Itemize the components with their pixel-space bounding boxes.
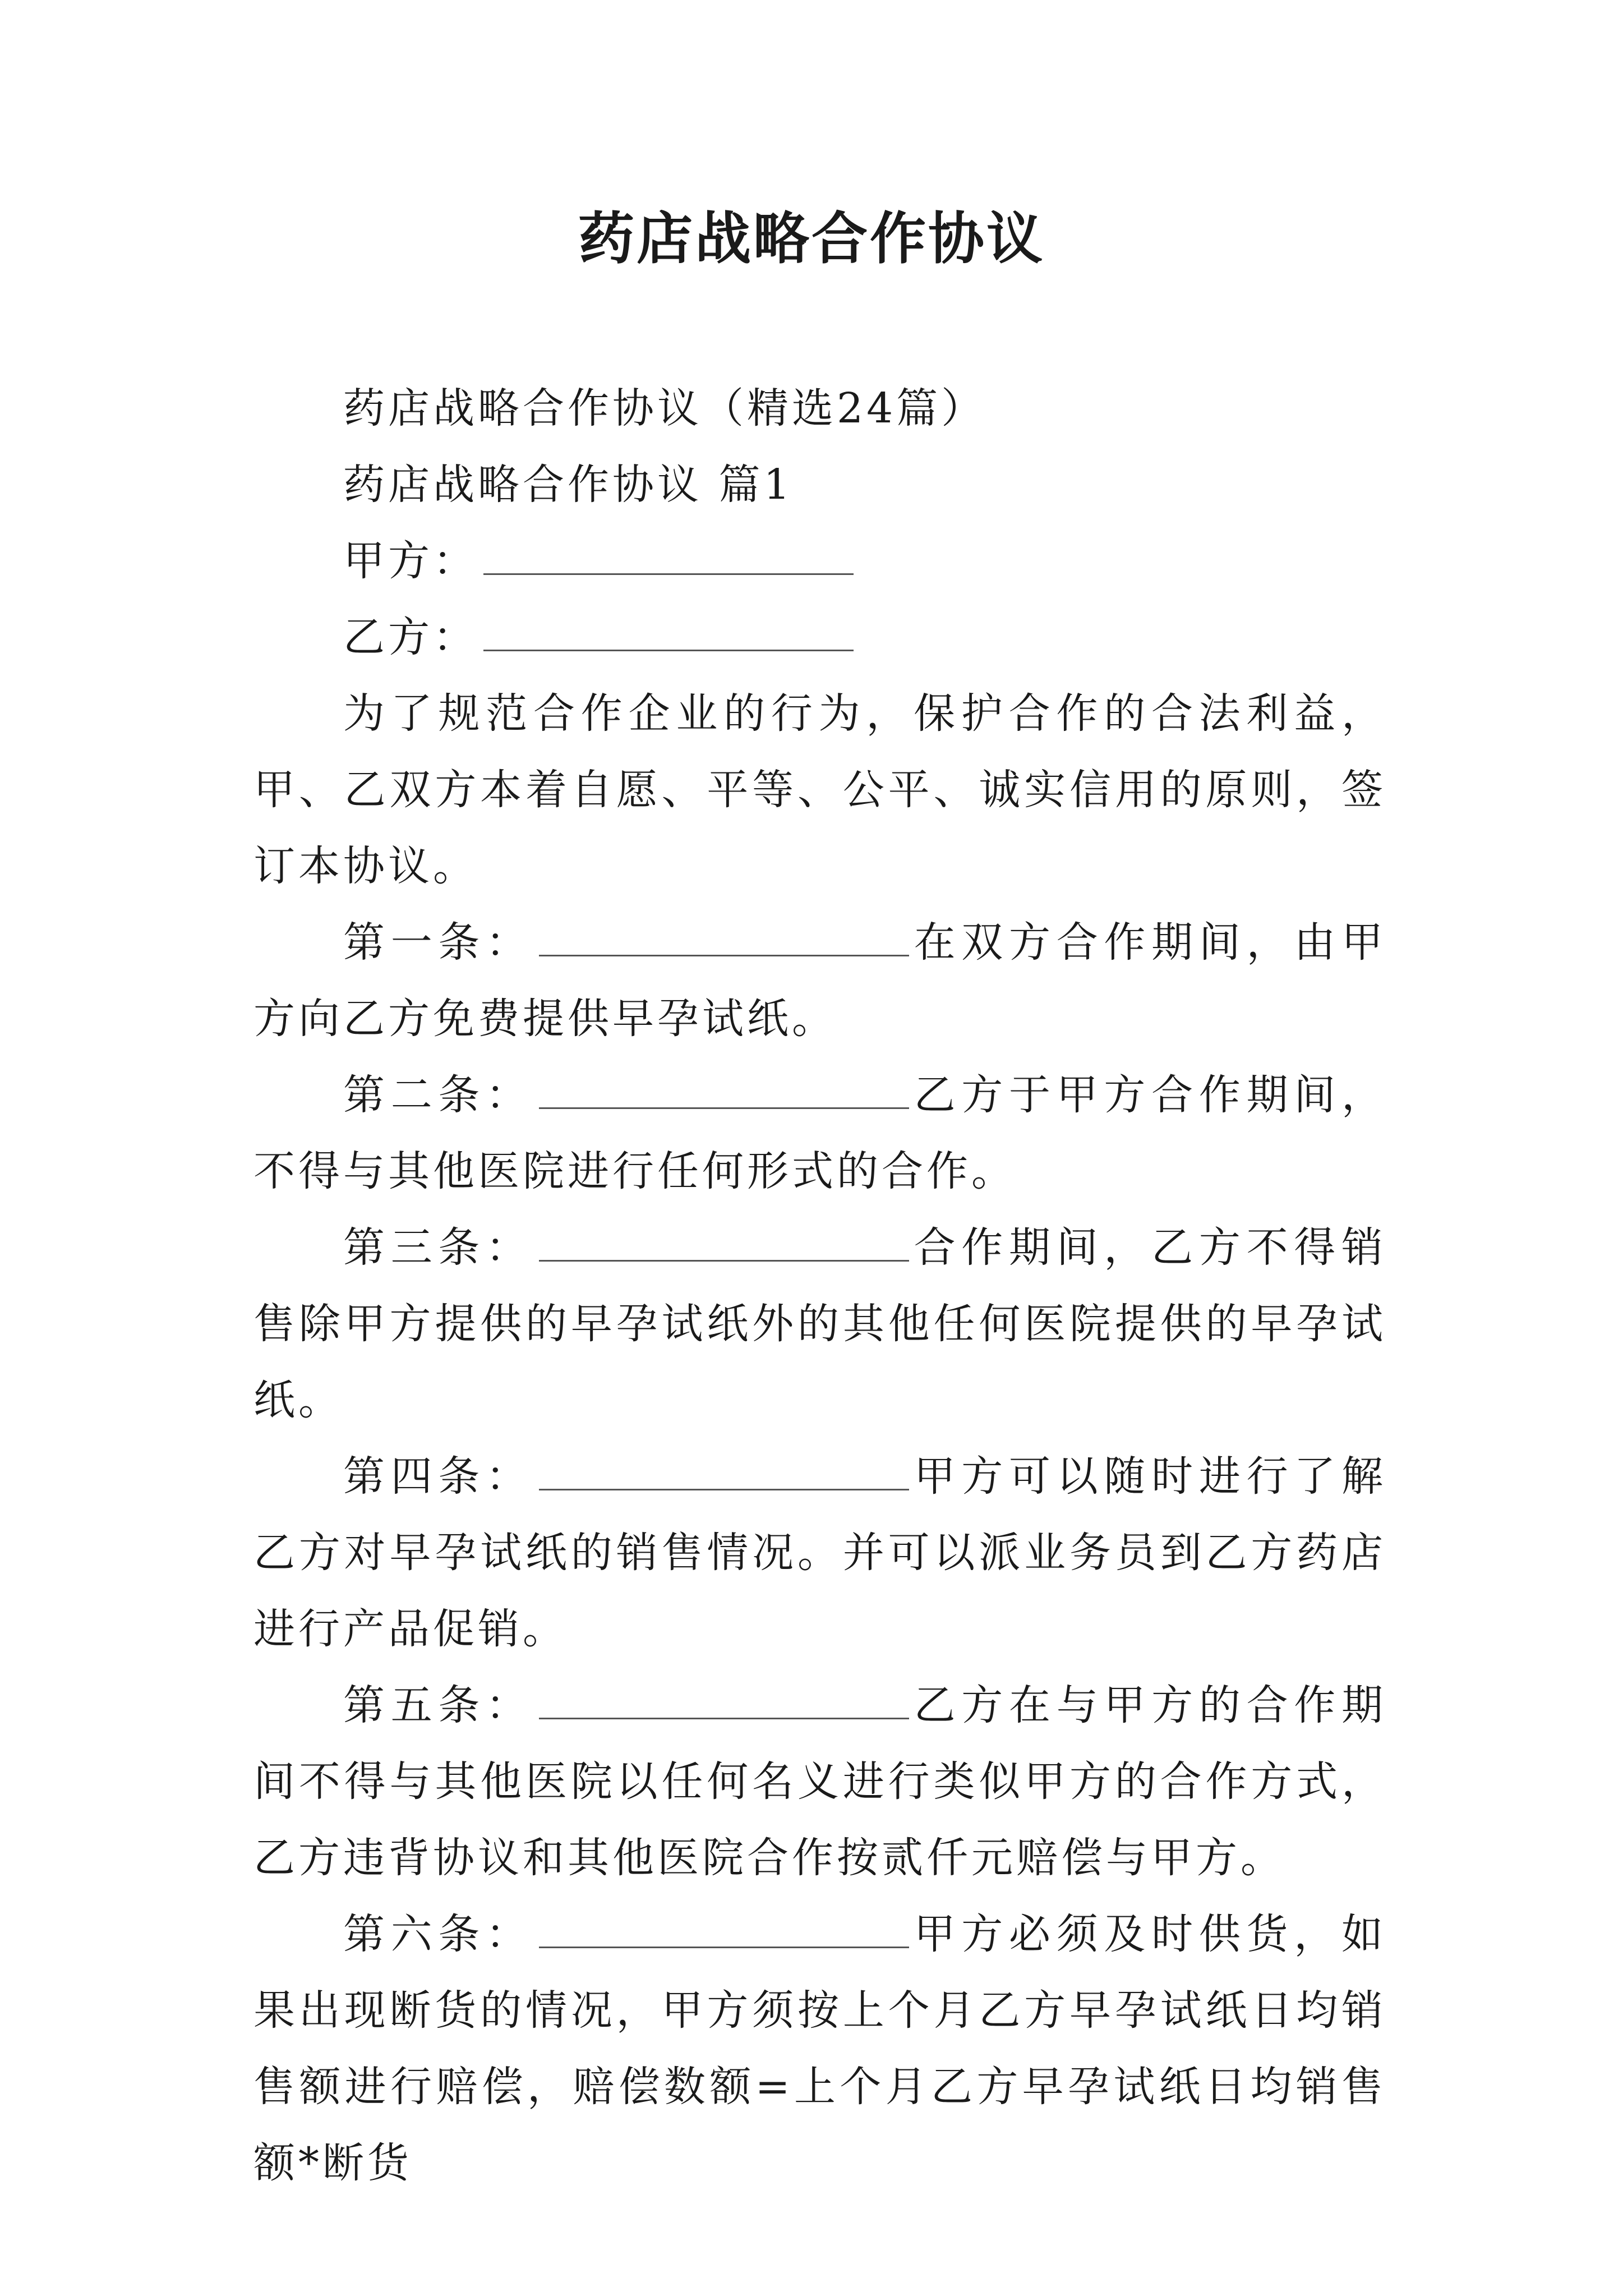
article-label: 第五条： <box>343 1681 533 1729</box>
article-3 <box>253 1209 1386 1438</box>
article-label: 第六条： <box>343 1910 533 1958</box>
article-text: 在双方合作期间，由甲方向乙方免费提供早孕试纸。 <box>253 918 1387 1043</box>
document-title: 药店战略合作协议 <box>578 205 1045 272</box>
article-text: 乙方在与甲方的合作期间不得与其他医院以任何名义进行类似甲方的合作方式，乙方违背协议和其他医院合作按贰仟元赔偿与甲方。 <box>253 1681 1387 1882</box>
chapter-heading: 药店战略合作协议 篇1 <box>343 461 794 509</box>
article-1 <box>253 904 1386 1057</box>
article-label: 第四条： <box>343 1452 533 1501</box>
document-body <box>253 370 1386 2201</box>
party-b-line <box>253 599 1386 675</box>
article-text: 甲方可以随时进行了解乙方对早孕试纸的销售情况。并可以派业务员到乙方药店进行产品促销。 <box>253 1452 1387 1653</box>
party-b-blank <box>483 610 854 651</box>
article-2 <box>253 1057 1386 1209</box>
subtitle: 药店战略合作协议（精选24篇） <box>343 384 986 432</box>
article-4 <box>253 1438 1386 1667</box>
article-blank <box>539 1678 909 1719</box>
party-a-blank <box>483 534 854 575</box>
article-blank <box>539 915 909 956</box>
article-text: 乙方于甲方合作期间，不得与其他医院进行任何形式的合作。 <box>253 1071 1387 1195</box>
intro-paragraph: 为了规范合作企业的行为，保护合作的合法利益，甲、乙双方本着自愿、平等、公平、诚实信用的原则，签订本协议。 <box>253 689 1386 890</box>
article-6 <box>253 1896 1386 2201</box>
article-text: 合作期间，乙方不得销售除甲方提供的早孕试纸外的其他任何医院提供的早孕试纸。 <box>253 1223 1387 1424</box>
article-label: 第三条： <box>343 1223 533 1272</box>
article-blank <box>539 1450 909 1490</box>
article-label: 第二条： <box>343 1071 533 1119</box>
party-a-line <box>253 523 1386 599</box>
article-blank <box>539 1221 909 1262</box>
article-blank <box>539 1068 909 1109</box>
article-5 <box>253 1667 1386 1896</box>
party-b-label: 乙方： <box>343 613 478 661</box>
article-label: 第一条： <box>343 918 533 967</box>
party-a-label: 甲方： <box>343 537 478 585</box>
article-blank <box>539 1907 909 1948</box>
article-text: 甲方必须及时供货，如果出现断货的情况，甲方须按上个月乙方早孕试纸日均销售额进行赔偿，赔偿数额=上个月乙方早孕试纸日均销售额*断货 <box>253 1910 1387 2187</box>
